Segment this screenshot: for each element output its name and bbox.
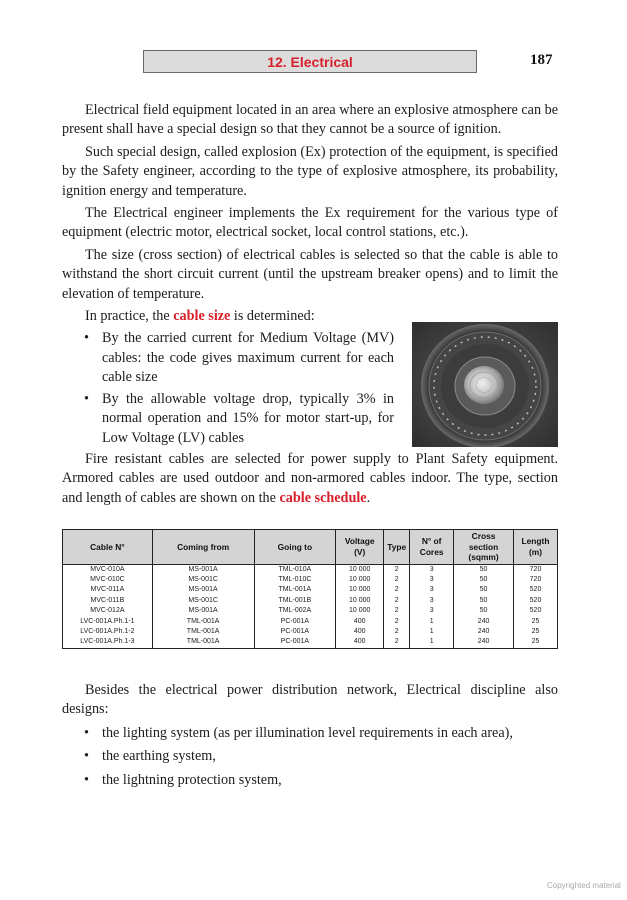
table-cell: 50 [454, 596, 514, 606]
table-cell: 1 [410, 637, 454, 648]
after-table-text [62, 681, 558, 794]
cable-size-term: cable size [173, 308, 231, 325]
table-cell: PC-001A [254, 637, 336, 648]
body-text [62, 101, 558, 511]
table-cell: 2 [384, 564, 410, 575]
table-cell: 25 [514, 637, 558, 648]
copyright-notice: Copyrighted material [547, 881, 621, 890]
table-cell: 520 [514, 606, 558, 616]
table-cell: MS-001C [152, 596, 254, 606]
design-bullets [62, 724, 558, 790]
table-cell: TML-010C [254, 575, 336, 585]
practice-intro: In practice, the cable size is determined: [85, 308, 315, 325]
paragraph: Besides the electrical power distribution network, Electrical discipline also designs: [62, 682, 558, 718]
table-cell: MS-001A [152, 606, 254, 616]
paragraph: Such special design, called explosion (Ex) protection of the equipment, is specified by the Safety engineer, according to the type of explosive atmosphere, its probability, ignition energy and temperature. [62, 143, 558, 199]
page-number: 187 [530, 52, 553, 68]
table-cell: LVC-001A.Ph.1-3 [63, 637, 153, 648]
table-cell: 10 000 [336, 585, 384, 595]
table-cell: 240 [454, 617, 514, 627]
table-cell: 2 [384, 596, 410, 606]
chapter-title: 12. Electrical [267, 53, 353, 70]
table-cell: 3 [410, 606, 454, 616]
table-cell: 3 [410, 564, 454, 575]
cable-schedule-term: cable schedule [279, 489, 367, 506]
table-cell: TML-001A [152, 617, 254, 627]
table-cell: 50 [454, 564, 514, 575]
table-cell: MVC-010A [63, 564, 153, 575]
table-cell: 3 [410, 575, 454, 585]
table-cell: MS-001A [152, 564, 254, 575]
table-cell: TML-001A [152, 627, 254, 637]
table-header-row [63, 530, 558, 565]
table-row [63, 585, 558, 595]
table-cell: 520 [514, 596, 558, 606]
table-cell: 2 [384, 637, 410, 648]
table-cell: LVC-001A.Ph.1-1 [63, 617, 153, 627]
table-cell: 720 [514, 575, 558, 585]
table-row [63, 575, 558, 585]
column-header: Voltage (V) [336, 530, 384, 565]
table-row [63, 564, 558, 575]
list-item: • the lightning protection system, [84, 771, 282, 788]
list-item: • the lighting system (as per illumination level requirements in each area), [84, 724, 513, 741]
list-item: • By the carried current for Medium Voltage (MV) cables: the code gives maximum current for each cable size [84, 330, 394, 386]
table-cell: TML-001B [254, 596, 336, 606]
table-cell: 520 [514, 585, 558, 595]
paragraph: The size (cross section) of electrical cables is selected so that the cable is able to withstand the short circuit current (until the upstream breaker opens) and to limit the elevation of temperature. [62, 246, 558, 302]
table-cell: 720 [514, 564, 558, 575]
table-cell: 1 [410, 617, 454, 627]
table-cell: 2 [384, 627, 410, 637]
table-cell: 50 [454, 606, 514, 616]
list-item: • the earthing system, [84, 748, 216, 765]
table-cell: MS-001C [152, 575, 254, 585]
table-cell: 400 [336, 617, 384, 627]
table-cell: TML-001A [254, 585, 336, 595]
table-cell: 25 [514, 627, 558, 637]
table-cell: 400 [336, 637, 384, 648]
table-cell: 240 [454, 637, 514, 648]
column-header: Length (m) [514, 530, 558, 565]
column-header: Type [384, 530, 410, 565]
column-header: Coming from [152, 530, 254, 565]
table-cell: MVC-012A [63, 606, 153, 616]
table-cell: MVC-011A [63, 585, 153, 595]
column-header: Going to [254, 530, 336, 565]
cable-cross-section-image [412, 322, 558, 447]
column-header: N° of Cores [410, 530, 454, 565]
practice-bullets [62, 329, 394, 447]
table-cell: 10 000 [336, 564, 384, 575]
table-cell: 10 000 [336, 575, 384, 585]
table-cell: LVC-001A.Ph.1-2 [63, 627, 153, 637]
cable-schedule-table [62, 529, 558, 649]
table-cell: 50 [454, 575, 514, 585]
table-cell: PC-001A [254, 627, 336, 637]
table-cell: 10 000 [336, 596, 384, 606]
table-row [63, 637, 558, 648]
table-cell: 240 [454, 627, 514, 637]
table-cell: PC-001A [254, 617, 336, 627]
table-cell: 25 [514, 617, 558, 627]
paragraph: The Electrical engineer implements the Ex requirement for the various type of equipment (electric motor, electrical socket, local control stations, etc.). [62, 205, 558, 241]
table-cell: 2 [384, 575, 410, 585]
table-cell: 1 [410, 627, 454, 637]
table-row [63, 617, 558, 627]
column-header: Cable N° [63, 530, 153, 565]
paragraph: Electrical field equipment located in an area where an explosive atmosphere can be present shall have a special design so that they cannot be a source of ignition. [62, 102, 558, 138]
table-cell: 2 [384, 585, 410, 595]
table-cell: MVC-011B [63, 596, 153, 606]
table-cell: TML-002A [254, 606, 336, 616]
table-cell: TML-001A [152, 637, 254, 648]
table-row [63, 627, 558, 637]
fire-paragraph: Fire resistant cables are selected for power supply to Plant Safety equipment. Armored cables are used outdoor and non-armored cables indoor. The type, section and length of cables are shown on the cable schedule. [62, 450, 558, 506]
table-cell: 400 [336, 627, 384, 637]
table-cell: 2 [384, 617, 410, 627]
table-cell: MVC-010C [63, 575, 153, 585]
chapter-header [143, 50, 477, 73]
table-cell: 50 [454, 585, 514, 595]
table-row [63, 596, 558, 606]
table-cell: 10 000 [336, 606, 384, 616]
column-header: Cross section (sqmm) [454, 530, 514, 565]
table-row [63, 606, 558, 616]
list-item: • By the allowable voltage drop, typically 3% in normal operation and 15% for motor start-up, for Low Voltage (LV) cables [84, 390, 394, 446]
table-cell: 3 [410, 585, 454, 595]
table-cell: MS-001A [152, 585, 254, 595]
table-cell: 2 [384, 606, 410, 616]
table-cell: TML-010A [254, 564, 336, 575]
table-cell: 3 [410, 596, 454, 606]
